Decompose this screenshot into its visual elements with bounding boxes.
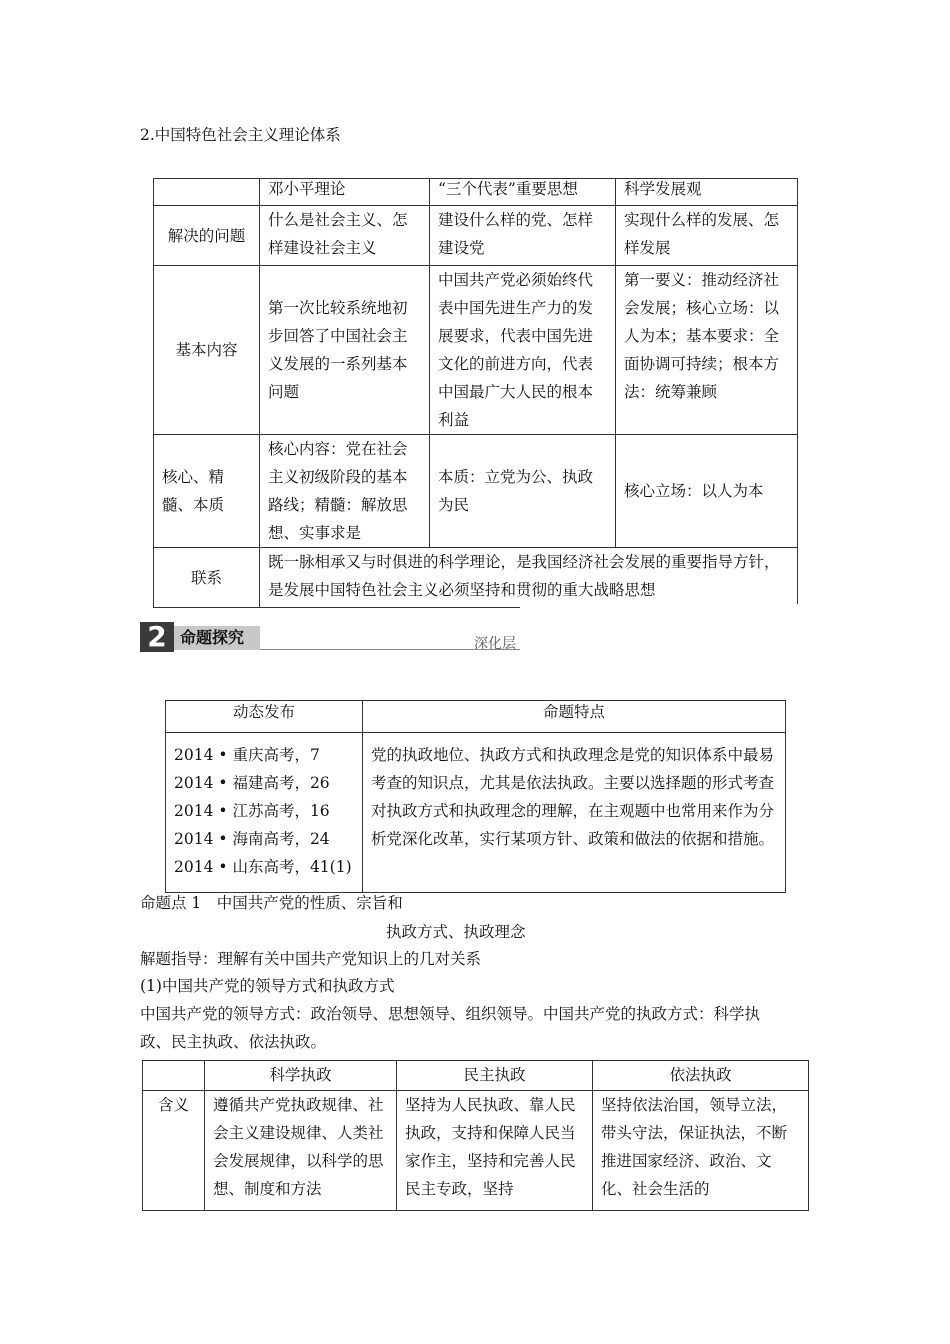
release-list-cell — [166, 733, 363, 893]
header-cell: “三个代表”重要思想 — [430, 179, 616, 206]
header-cell: 邓小平理论 — [260, 179, 430, 206]
mode-table — [142, 1060, 809, 1211]
point-title-line1: 命题点 1 中国共产党的性质、宗旨和 — [140, 894, 403, 912]
table-row — [154, 266, 798, 435]
row-label: 核心、精髓、本质 — [154, 435, 260, 548]
header-cell: 依法执政 — [593, 1061, 809, 1091]
table-row — [154, 548, 798, 608]
exam-table — [165, 700, 786, 893]
table-header-row — [143, 1061, 809, 1091]
row-label: 基本内容 — [154, 266, 260, 435]
release-item: 2014 • 海南高考，24 — [174, 830, 330, 848]
section-number-badge: 2 — [140, 622, 174, 652]
release-item: 2014 • 福建高考，26 — [174, 774, 330, 792]
table-cell: 第一要义：推动经济社会发展；核心立场：以人为本；基本要求：全面协调可持续；根本方法：统筹兼顾 — [616, 266, 798, 435]
paragraph-line: 政、民主执政、依法执政。 — [140, 1033, 327, 1051]
header-cell: 民主执政 — [397, 1061, 593, 1091]
table-row — [154, 206, 798, 266]
guide-text: 解题指导：理解有关中国共产党知识上的几对关系 — [140, 950, 482, 968]
table-header-row — [154, 179, 798, 206]
table-cell: 核心立场：以人为本 — [616, 435, 798, 548]
header-cell: 命题特点 — [363, 701, 786, 733]
header-cell — [154, 179, 260, 206]
release-item: 2014 • 江苏高考，16 — [174, 802, 330, 820]
table-cell: 什么是社会主义、怎样建设社会主义 — [260, 206, 430, 266]
row-label: 解决的问题 — [154, 206, 260, 266]
section-title: 2.中国特色社会主义理论体系 — [140, 126, 341, 144]
row-label: 含义 — [143, 1091, 205, 1211]
table-row — [166, 733, 786, 893]
header-cell — [143, 1061, 205, 1091]
table-border-gap — [520, 604, 800, 612]
section-banner-title: 命题探究 — [174, 626, 260, 650]
header-cell: 科学执政 — [205, 1061, 397, 1091]
table-cell: 遵循共产党执政规律、社会主义建设规律、人类社会发展规律，以科学的思想、制度和方法 — [205, 1091, 397, 1211]
table-cell-merged: 既一脉相承又与时俱进的科学理论，是我国经济社会发展的重要指导方针，是发展中国特色社会主义必须坚持和贯彻的重大战略思想 — [260, 548, 798, 608]
point-title-line2: 执政方式、执政理念 — [386, 923, 526, 941]
table-header-row — [166, 701, 786, 733]
table-cell: 坚持为人民执政、靠人民执政，支持和保障人民当家作主，坚持和完善人民民主专政，坚持 — [397, 1091, 593, 1211]
table-cell: 建设什么样的党、怎样建设党 — [430, 206, 616, 266]
table-cell: 中国共产党必须始终代表中国先进生产力的发展要求，代表中国先进文化的前进方向，代表中国最广大人民的根本利益 — [430, 266, 616, 435]
paragraph-line: 中国共产党的领导方式：政治领导、思想领导、组织领导。中国共产党的执政方式：科学执 — [140, 1005, 761, 1023]
theory-table — [153, 178, 798, 608]
table-row — [143, 1091, 809, 1211]
header-cell: 科学发展观 — [616, 179, 798, 206]
row-label: 联系 — [154, 548, 260, 608]
subheading: (1)中国共产党的领导方式和执政方式 — [140, 977, 395, 995]
release-item: 2014 • 山东高考，41(1) — [174, 858, 352, 876]
table-cell: 实现什么样的发展、怎样发展 — [616, 206, 798, 266]
table-cell: 本质：立党为公、执政为民 — [430, 435, 616, 548]
table-cell: 第一次比较系统地初步回答了中国社会主义发展的一系列基本问题 — [260, 266, 430, 435]
banner-tag: 深化层 — [474, 636, 516, 652]
release-item: 2014 • 重庆高考，7 — [174, 746, 320, 764]
feature-cell: 党的执政地位、执政方式和执政理念是党的知识体系中最易考查的知识点，尤其是依法执政。主要以选择题的形式考查对执政方式和执政理念的理解，在主观题中也常用来作为分析党深化改革，实行某项方针、政策和做法的依据和措施。 — [363, 733, 786, 893]
header-cell: 动态发布 — [166, 701, 363, 733]
table-cell: 坚持依法治国，领导立法，带头守法，保证执法，不断推进国家经济、政治、文化、社会生活的 — [593, 1091, 809, 1211]
table-cell: 核心内容：党在社会主义初级阶段的基本路线；精髓：解放思想、实事求是 — [260, 435, 430, 548]
table-row — [154, 435, 798, 548]
